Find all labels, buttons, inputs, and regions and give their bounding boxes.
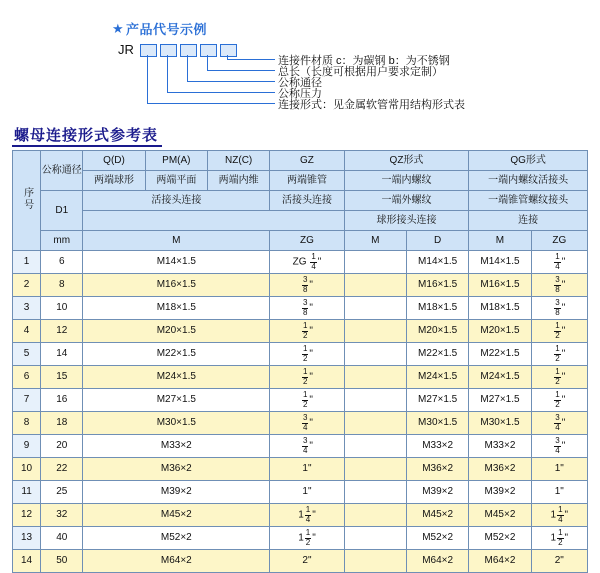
cell-qz-m xyxy=(344,274,406,297)
table-row xyxy=(13,297,588,320)
leader-line xyxy=(147,55,148,103)
cell-seq: 2 xyxy=(13,274,41,297)
header-qd-desc: 两端球形 xyxy=(83,171,145,191)
header-qg-taper-thread: 一端锥管螺纹接头 xyxy=(469,191,588,211)
product-code-diagram xyxy=(0,0,600,118)
header-union-connection: 活接头连接 xyxy=(83,191,270,211)
cell-qz-m xyxy=(344,343,406,366)
cell-qd-m: M14×1.5 xyxy=(83,251,270,274)
cell-qg-m: M14×1.5 xyxy=(469,251,531,274)
cell-qd-m: M18×1.5 xyxy=(83,297,270,320)
header-sub-qg-m: M xyxy=(469,231,531,251)
cell-gz-zg: ZG $\frac{1}{4}$ " xyxy=(270,251,344,274)
cell-qz-m xyxy=(344,550,406,573)
cell-qg-m: M45×2 xyxy=(469,504,531,527)
cell-seq: 4 xyxy=(13,320,41,343)
cell-nominal-diameter: 14 xyxy=(41,343,83,366)
header-qz-ball-joint: 球形接头连接 xyxy=(344,211,469,231)
leader-line xyxy=(147,103,275,104)
cell-seq: 9 xyxy=(13,435,41,458)
cell-qg-zg: $\frac{3}{4}$ " xyxy=(531,412,587,435)
header-type-nzc: NZ(C) xyxy=(207,151,269,171)
header-pma-desc: 两端平面 xyxy=(145,171,207,191)
cell-qd-m: M27×1.5 xyxy=(83,389,270,412)
cell-nominal-diameter: 25 xyxy=(41,481,83,504)
cell-qg-m: M64×2 xyxy=(469,550,531,573)
table-row xyxy=(13,274,588,297)
code-box-1 xyxy=(140,44,157,57)
header-sub-zg: ZG xyxy=(270,231,344,251)
header-unit-mm: mm xyxy=(41,231,83,251)
header-type-qd: Q(D) xyxy=(83,151,145,171)
header-qz-desc: 一端内螺纹 xyxy=(344,171,469,191)
cell-qg-m: M24×1.5 xyxy=(469,366,531,389)
cell-qg-zg: $\frac{1}{2}$ " xyxy=(531,366,587,389)
cell-qg-m: M52×2 xyxy=(469,527,531,550)
leader-line xyxy=(167,92,275,93)
header-nominal-diameter: 公称通径 xyxy=(41,151,83,191)
table-row xyxy=(13,389,588,412)
header-seq: 序号 xyxy=(13,151,41,251)
cell-qg-zg: $\frac{1}{2}$ " xyxy=(531,389,587,412)
cell-qd-m: M33×2 xyxy=(83,435,270,458)
code-box-3 xyxy=(180,44,197,57)
leader-line xyxy=(207,55,208,70)
cell-qg-m: M33×2 xyxy=(469,435,531,458)
cell-qz-m xyxy=(344,412,406,435)
cell-nominal-diameter: 20 xyxy=(41,435,83,458)
header-blank-cell xyxy=(83,211,344,231)
cell-qz-m xyxy=(344,504,406,527)
cell-qg-zg: 1" xyxy=(531,481,587,504)
header-d1: D1 xyxy=(41,191,83,231)
cell-qg-m: M27×1.5 xyxy=(469,389,531,412)
cell-gz-zg: $\frac{3}{4}$ " xyxy=(270,412,344,435)
legend-length: 总长（长度可根据用户要求定制） xyxy=(278,66,443,78)
cell-nominal-diameter: 50 xyxy=(41,550,83,573)
cell-seq: 11 xyxy=(13,481,41,504)
cell-seq: 14 xyxy=(13,550,41,573)
cell-qz-d: M36×2 xyxy=(406,458,468,481)
cell-seq: 13 xyxy=(13,527,41,550)
cell-gz-zg: $\frac{1}{2}$ " xyxy=(270,366,344,389)
cell-nominal-diameter: 16 xyxy=(41,389,83,412)
cell-seq: 3 xyxy=(13,297,41,320)
cell-qg-m: M39×2 xyxy=(469,481,531,504)
legend-material: 连接件材质 c：为碳钢 b：为不锈钢 xyxy=(278,55,450,67)
header-gz-connection: 活接头连接 xyxy=(270,191,344,211)
leader-line xyxy=(187,55,188,81)
cell-qg-zg: $\frac{3}{8}$ " xyxy=(531,274,587,297)
table-row xyxy=(13,550,588,573)
cell-qz-d: M16×1.5 xyxy=(406,274,468,297)
cell-qz-d: M39×2 xyxy=(406,481,468,504)
leader-line xyxy=(167,55,168,92)
cell-qz-m xyxy=(344,435,406,458)
code-box-4 xyxy=(200,44,217,57)
cell-qg-m: M36×2 xyxy=(469,458,531,481)
cell-gz-zg: 1 $\frac{1}{4}$ " xyxy=(270,504,344,527)
product-code-prefix: JR xyxy=(118,42,134,57)
cell-qz-m xyxy=(344,366,406,389)
cell-seq: 5 xyxy=(13,343,41,366)
header-sub-qz-d: D xyxy=(406,231,468,251)
cell-gz-zg: $\frac{3}{8}$ " xyxy=(270,274,344,297)
cell-qz-m xyxy=(344,481,406,504)
cell-qz-m xyxy=(344,251,406,274)
header-type-qz: QZ形式 xyxy=(344,151,469,171)
cell-qg-m: M30×1.5 xyxy=(469,412,531,435)
cell-qd-m: M16×1.5 xyxy=(83,274,270,297)
cell-qd-m: M64×2 xyxy=(83,550,270,573)
table-row xyxy=(13,435,588,458)
cell-qz-d: M18×1.5 xyxy=(406,297,468,320)
table-row xyxy=(13,504,588,527)
table-row xyxy=(13,458,588,481)
cell-qd-m: M30×1.5 xyxy=(83,412,270,435)
cell-nominal-diameter: 6 xyxy=(41,251,83,274)
header-nzc-desc: 两端内维 xyxy=(207,171,269,191)
cell-gz-zg: $\frac{1}{2}$ " xyxy=(270,343,344,366)
cell-qz-d: M52×2 xyxy=(406,527,468,550)
cell-seq: 12 xyxy=(13,504,41,527)
legend-nominal-diameter: 公称通径 xyxy=(278,77,322,89)
cell-seq: 1 xyxy=(13,251,41,274)
cell-gz-zg: $\frac{1}{2}$ " xyxy=(270,389,344,412)
cell-qz-d: M22×1.5 xyxy=(406,343,468,366)
header-type-gz: GZ xyxy=(270,151,344,171)
cell-qd-m: M24×1.5 xyxy=(83,366,270,389)
cell-qg-m: M18×1.5 xyxy=(469,297,531,320)
leader-line xyxy=(187,81,275,82)
table-row xyxy=(13,481,588,504)
cell-seq: 6 xyxy=(13,366,41,389)
header-qz-external-thread: 一端外螺纹 xyxy=(344,191,469,211)
cell-qg-zg: 1" xyxy=(531,458,587,481)
cell-qz-d: M14×1.5 xyxy=(406,251,468,274)
cell-qg-zg: 2" xyxy=(531,550,587,573)
cell-qz-d: M45×2 xyxy=(406,504,468,527)
cell-nominal-diameter: 40 xyxy=(41,527,83,550)
header-qg-connection: 连接 xyxy=(469,211,588,231)
section-title: 螺母连接形式参考表 xyxy=(14,127,159,144)
cell-gz-zg: 1" xyxy=(270,481,344,504)
nut-connection-table xyxy=(12,150,588,573)
cell-nominal-diameter: 10 xyxy=(41,297,83,320)
legend-nominal-pressure: 公称压力 xyxy=(278,88,322,100)
cell-qd-m: M52×2 xyxy=(83,527,270,550)
cell-qz-m xyxy=(344,389,406,412)
cell-qg-m: M22×1.5 xyxy=(469,343,531,366)
cell-gz-zg: $\frac{3}{4}$ " xyxy=(270,435,344,458)
cell-qg-zg: $\frac{3}{8}$ " xyxy=(531,297,587,320)
header-type-pma: PM(A) xyxy=(145,151,207,171)
cell-gz-zg: $\frac{3}{8}$ " xyxy=(270,297,344,320)
code-box-2 xyxy=(160,44,177,57)
table-row xyxy=(13,320,588,343)
table-row xyxy=(13,412,588,435)
cell-qg-m: M20×1.5 xyxy=(469,320,531,343)
cell-qg-zg: $\frac{3}{4}$ " xyxy=(531,435,587,458)
table-body xyxy=(13,251,588,573)
cell-qz-d: M30×1.5 xyxy=(406,412,468,435)
cell-qz-m xyxy=(344,527,406,550)
cell-qg-zg: 1 $\frac{1}{4}$ " xyxy=(531,504,587,527)
header-sub-qz-m: M xyxy=(344,231,406,251)
code-box-5 xyxy=(220,44,237,57)
cell-gz-zg: $\frac{1}{2}$ " xyxy=(270,320,344,343)
cell-qz-d: M33×2 xyxy=(406,435,468,458)
table-row xyxy=(13,251,588,274)
cell-qd-m: M20×1.5 xyxy=(83,320,270,343)
cell-qg-zg: $\frac{1}{2}$ " xyxy=(531,320,587,343)
table-row xyxy=(13,527,588,550)
cell-nominal-diameter: 12 xyxy=(41,320,83,343)
header-qg-desc: 一端内螺纹活接头 xyxy=(469,171,588,191)
cell-qg-zg: 1 $\frac{1}{2}$ " xyxy=(531,527,587,550)
cell-seq: 7 xyxy=(13,389,41,412)
cell-qz-m xyxy=(344,458,406,481)
cell-seq: 8 xyxy=(13,412,41,435)
diagram-title: 产品代号示例 xyxy=(126,22,208,37)
cell-nominal-diameter: 18 xyxy=(41,412,83,435)
header-type-qg: QG形式 xyxy=(469,151,588,171)
section-underline xyxy=(12,145,162,147)
cell-nominal-diameter: 22 xyxy=(41,458,83,481)
cell-qz-m xyxy=(344,320,406,343)
cell-qg-zg: $\frac{1}{2}$ " xyxy=(531,343,587,366)
cell-qz-d: M20×1.5 xyxy=(406,320,468,343)
legend-connection-type: 连接形式：见金属软管常用结构形式表 xyxy=(278,99,465,111)
cell-qg-zg: $\frac{1}{4}$ " xyxy=(531,251,587,274)
cell-qz-m xyxy=(344,297,406,320)
header-sub-m: M xyxy=(83,231,270,251)
cell-qd-m: M39×2 xyxy=(83,481,270,504)
leader-line xyxy=(207,70,275,71)
table-row xyxy=(13,343,588,366)
table-header xyxy=(13,151,588,251)
table-row xyxy=(13,366,588,389)
cell-nominal-diameter: 32 xyxy=(41,504,83,527)
cell-nominal-diameter: 15 xyxy=(41,366,83,389)
cell-gz-zg: 1 $\frac{1}{2}$ " xyxy=(270,527,344,550)
leader-line xyxy=(227,59,275,60)
cell-gz-zg: 2" xyxy=(270,550,344,573)
header-sub-qg-zg: ZG xyxy=(531,231,587,251)
cell-qz-d: M24×1.5 xyxy=(406,366,468,389)
cell-qd-m: M22×1.5 xyxy=(83,343,270,366)
star-icon: ★ xyxy=(112,21,124,36)
cell-qz-d: M27×1.5 xyxy=(406,389,468,412)
cell-qd-m: M45×2 xyxy=(83,504,270,527)
cell-qg-m: M16×1.5 xyxy=(469,274,531,297)
cell-qz-d: M64×2 xyxy=(406,550,468,573)
cell-gz-zg: 1" xyxy=(270,458,344,481)
cell-seq: 10 xyxy=(13,458,41,481)
header-gz-desc: 两端锥管 xyxy=(270,171,344,191)
cell-nominal-diameter: 8 xyxy=(41,274,83,297)
cell-qd-m: M36×2 xyxy=(83,458,270,481)
